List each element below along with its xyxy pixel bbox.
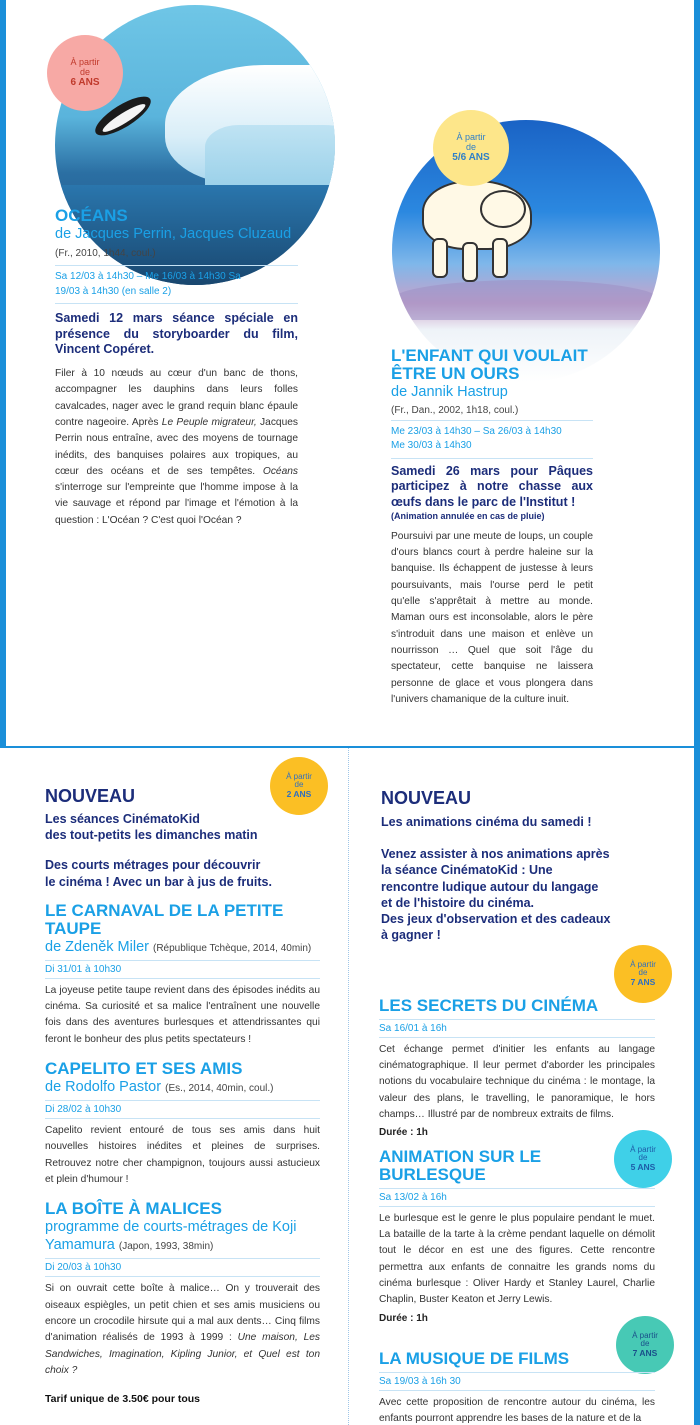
ours-age-badge: À partir de 5/6 ANS <box>433 110 509 186</box>
left-age-badge: À partir de 2 ANS <box>270 757 328 815</box>
left-intro-4: le cinéma ! Avec un bar à jus de fruits. <box>45 874 272 889</box>
oceans-block <box>55 207 298 529</box>
oceans-special: Samedi 12 mars séance spéciale en présence du storyboarder du film, Vincent Copéret. <box>55 311 298 357</box>
left-column <box>45 787 320 1405</box>
item-secrets: LES SECRETS DU CINÉMA Sa 16/01 à 16h Cet échange permet d'initier les enfants au langage cinématographique. Il leur permet d'aborder les principales notions du vocabulaire technique du cinéma : le montage, la valeur des plans, le travelling, le panoramique, le hors champs… Illustré par de nombreux extraits de films. Durée : 1h <box>379 996 655 1139</box>
film-boite-malices: LA BOÎTE À MALICES programme de courts-métrages de Koji Yamamura (Japon, 1993, 38min) Di 20/03 à 10h30 Si on ouvrait cette boîte à malice… On y trouverait des oiseaux espiègles, un petit chien et ses amis musiciens ou encore un crocodile hirsute qui a mal aux dents… Cinq films d'animation réalisés de 1993 à 1999 : Une maison, Les Sandwiches, Imagination, Kipling Junior, et Quel est ton choix ? <box>45 1199 321 1376</box>
film-capelito: CAPELITO ET SES AMIS de Rodolfo Pastor (Es., 2014, 40min, coul.) Di 28/02 à 10h30 Capelito revient entouré de tous ses amis dans huit nouvelles histoires inédites et pleines de surprises. Retrouvez notre cher champignon, toujours aussi astucieux et plein d'humour ! <box>45 1058 320 1185</box>
ours-title: L'ENFANT QUI VOULAIT ÊTRE UN OURS <box>391 346 588 383</box>
ours-dates: Me 23/03 à 14h30 – Sa 26/03 à 14h30 Me 30/03 à 14h30 <box>391 420 593 459</box>
secrets-age-badge: À partir de 7 ANS <box>614 945 672 1003</box>
right-column-intro <box>381 789 611 944</box>
ours-synopsis: Poursuivi par une meute de loups, un couple d'ours blancs court à perdre haleine sur la banquise. Ils échappent de justesse à leurs poursuivants, mais l'ourse perd le petit qu'elle s'apprêtait à mettre au monde. Maman ours est inconsolable, alors le père s'introduit dans une maison et enlève un nourrisson … Quel que soit l'âge du spectateur, cette banquise ne laissera personne de glace et vous plongera dans l'univers chamanique de la culture inuit. <box>391 530 593 705</box>
tarif: Tarif unique de 3.50€ pour tous <box>45 1393 200 1406</box>
film-taupe: LE CARNAVAL DE LA PETITE TAUPE de Zdeněk Miler (République Tchèque, 2014, 40min) Di 31/01 à 10h30 La joyeuse petite taupe revient dans des épisodes inédits au cinéma. Sa curiosité et sa malice l'entraînent une nouvelle fois dans des aventures burlesques et attendrissantes qui feront le bonheur des plus petits spectateurs ! <box>45 900 320 1045</box>
right-intro-2: Venez assister à nos animations après la séance CinématoKid : Une rencontre ludique autour du langage et de l'histoire du cinéma. <box>381 847 610 910</box>
left-intro-1: Les séances CinématoKid <box>45 811 200 826</box>
burlesque-age-badge: À partir de 5 ANS <box>614 1130 672 1188</box>
right-intro-1: Les animations cinéma du samedi ! <box>381 814 592 829</box>
ours-meta: (Fr., Dan., 2002, 1h18, coul.) <box>391 404 519 416</box>
frame-right-border <box>694 0 700 1425</box>
ours-block <box>391 347 593 708</box>
item-musique: LA MUSIQUE DE FILMS Sa 19/03 à 16h 30 Avec cette proposition de rencontre autour du cinéma, les enfants pourront apprendre les bases de la nature et de la <box>379 1349 655 1425</box>
ours-director: de Jannik Hastrup <box>391 383 508 400</box>
left-intro-3: Des courts métrages pour découvrir <box>45 858 261 873</box>
frame-left-border <box>0 0 6 748</box>
right-intro-3: Des jeux d'observation et des cadeaux à gagner ! <box>381 912 611 943</box>
oceans-synopsis: Filer à 10 nœuds au cœur d'un banc de thons, accompagner les dauphins dans leurs folles cavalcades, nager avec le grand requin blanc épaule contre nageoire. Après Le Peuple migrateur, Jacques Perrin nous entraîne, avec des moyens de tournage inédits, des banquises polaires aux tropiques, au cœur des océans et de ses tempêtes. Océans s'interroge sur l'empreinte que l'homme impose à la vie sauvage et répond par l'image et l'émotion à la question : L'Océan ? C'est quoi l'Océan ? <box>55 367 299 526</box>
oceans-age-badge: À partir de 6 ANS <box>47 35 123 111</box>
section-divider <box>0 746 700 748</box>
bear-image <box>392 120 660 382</box>
left-intro-2: des tout-petits les dimanches matin <box>45 828 258 843</box>
column-divider <box>348 748 349 1425</box>
musique-age-badge: À partir de 7 ANS <box>616 1316 674 1374</box>
item-burlesque: ANIMATION SUR LE BURLESQUE Sa 13/02 à 16h Le burlesque est le genre le plus populaire pendant le muet. La bataille de la tarte à la crème pendant laquelle on démolit tout le décor en est une des figures. Cette rencontre permettra aux enfants de connaitre les grands noms du cinéma burlesque : Oliver Hardy et Stanley Laurel, Charlie Chaplin, Buster Keaton et Jerry Lewis. Durée : 1h <box>379 1147 655 1324</box>
right-nouveau: NOUVEAU <box>381 788 472 808</box>
oceans-director: de Jacques Perrin, Jacques Cluzaud (Fr., 2010, 1h44, coul.) <box>55 225 292 259</box>
oceans-title: OCÉANS <box>55 206 128 225</box>
left-nouveau: NOUVEAU <box>45 786 136 806</box>
ours-special: Samedi 26 mars pour Pâques participez à notre chasse aux œufs dans le parc de l'Institut ! <box>391 463 593 510</box>
oceans-dates: Sa 12/03 à 14h30 – Me 16/03 à 14h30 Sa 19/03 à 14h30 (en salle 2) <box>55 265 298 304</box>
ours-special-note: (Animation annulée en cas de pluie) <box>391 510 545 521</box>
